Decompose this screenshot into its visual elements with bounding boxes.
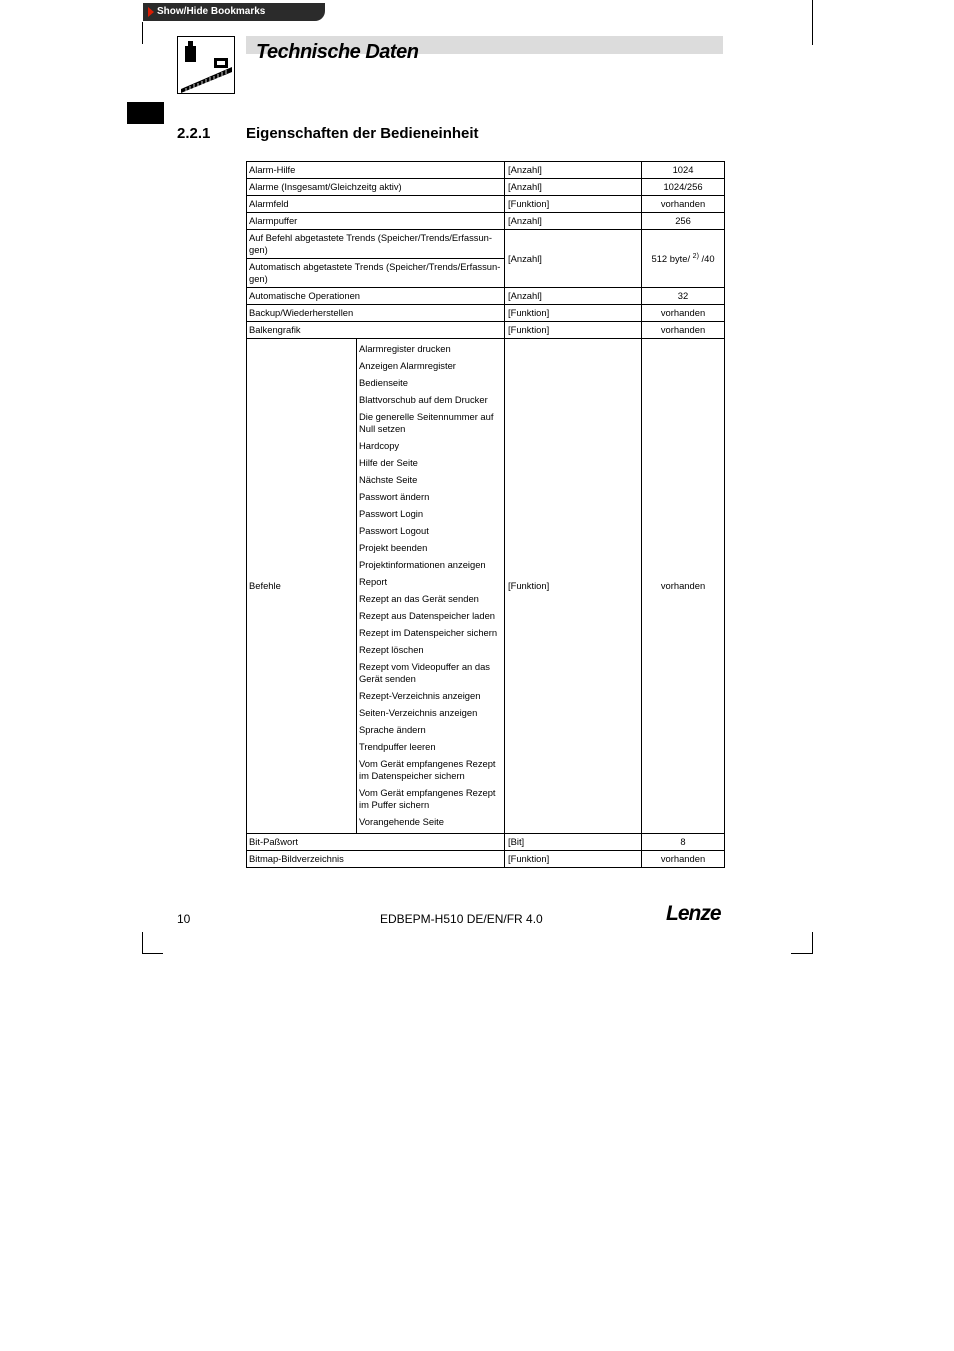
document-id: EDBEPM-H510 DE/EN/FR 4.0	[380, 912, 543, 926]
section-title: Eigenschaften der Bedieneinheit	[246, 125, 479, 142]
command-item: Hilfe der Seite	[359, 457, 418, 468]
command-item: Vom Gerät empfangenes Rezept im Datenspeicher sichern	[359, 758, 496, 781]
language-tab-marker	[127, 102, 164, 124]
row-unit: [Anzahl]	[505, 213, 642, 230]
table-row	[247, 162, 725, 179]
command-list	[357, 339, 505, 834]
row-name: Balkengrafik	[247, 322, 505, 339]
crop-mark-bottom-right-h	[791, 953, 813, 954]
command-item: Rezept-Verzeichnis anzeigen	[359, 690, 481, 701]
command-item: Rezept an das Gerät senden	[359, 593, 479, 604]
row-name: Auf Befehl abgetastete Trends (Speicher/Trends/Erfassun- gen)	[247, 230, 505, 259]
command-item: Nächste Seite	[359, 474, 418, 485]
row-value: 1024	[642, 162, 725, 179]
footnote-ref: 2)	[692, 253, 699, 261]
command-item: Alarmregister drucken	[359, 343, 451, 354]
row-value	[642, 230, 725, 288]
row-unit: [Funktion]	[505, 305, 642, 322]
row-name: Automatisch abgetastete Trends (Speicher/Trends/Erfassun- gen)	[247, 259, 505, 288]
command-item: Sprache ändern	[359, 724, 426, 735]
table-row	[247, 213, 725, 230]
table-row	[247, 851, 725, 868]
command-item: Rezept aus Datenspeicher laden	[359, 610, 496, 621]
command-item: Die generelle Seitennummer auf Null setzen	[359, 411, 494, 434]
row-name: Alarme (Insgesamt/Gleichzeitg aktiv)	[247, 179, 505, 196]
row-value: vorhanden	[642, 322, 725, 339]
command-item: Passwort ändern	[359, 491, 430, 502]
row-unit: [Anzahl]	[505, 230, 642, 288]
table-row	[247, 196, 725, 213]
row-value: vorhanden	[642, 305, 725, 322]
trend-value-post: /40	[698, 253, 715, 265]
chapter-logo-icon	[177, 36, 235, 94]
command-item: Vom Gerät empfangenes Rezept im Puffer sichern	[359, 787, 496, 810]
row-unit: [Bit]	[505, 834, 642, 851]
command-item: Seiten-Verzeichnis anzeigen	[359, 707, 478, 718]
row-value: 32	[642, 288, 725, 305]
row-name: Automatische Operationen	[247, 288, 505, 305]
show-hide-bookmarks-button[interactable]	[143, 3, 325, 21]
row-unit: [Funktion]	[505, 339, 642, 834]
row-value: vorhanden	[642, 196, 725, 213]
command-item: Bedienseite	[359, 377, 408, 388]
row-unit: [Anzahl]	[505, 288, 642, 305]
command-item: Blattvorschub auf dem Drucker	[359, 394, 488, 405]
command-item: Rezept vom Videopuffer an das Gerät senden	[359, 661, 490, 684]
row-value: vorhanden	[642, 851, 725, 868]
row-value: vorhanden	[642, 339, 725, 834]
table-row	[247, 305, 725, 322]
command-item: Report	[359, 576, 388, 587]
crop-mark-bottom-left-v	[142, 932, 143, 954]
table-row	[247, 230, 725, 259]
row-name: Alarmfeld	[247, 196, 505, 213]
row-name: Alarmpuffer	[247, 213, 505, 230]
row-unit: [Funktion]	[505, 851, 642, 868]
crop-mark-bottom-right-v	[812, 932, 813, 954]
command-item: Hardcopy	[359, 440, 400, 451]
command-item: Projekt beenden	[359, 542, 428, 553]
command-item: Rezept löschen	[359, 644, 424, 655]
row-name: Befehle	[247, 339, 357, 834]
command-item: Anzeigen Alarmregister	[359, 360, 456, 371]
row-name: Alarm-Hilfe	[247, 162, 505, 179]
bookmark-arrow-icon	[148, 7, 154, 17]
spec-table	[246, 161, 725, 868]
table-row	[247, 288, 725, 305]
row-unit: [Anzahl]	[505, 179, 642, 196]
crop-mark-top-right	[812, 0, 813, 45]
command-item: Projektinformationen anzeigen	[359, 559, 486, 570]
page-number: 10	[177, 912, 191, 926]
row-unit: [Anzahl]	[505, 162, 642, 179]
lenze-logo: Lenze	[666, 902, 721, 925]
crop-mark-bottom-left-h	[142, 953, 163, 954]
row-value: 8	[642, 834, 725, 851]
command-item: Vorangehende Seite	[359, 816, 444, 827]
table-row-befehle	[247, 339, 725, 834]
table-row	[247, 179, 725, 196]
command-item: Passwort Login	[359, 508, 424, 519]
bookmark-label: Show/Hide Bookmarks	[157, 6, 266, 17]
row-unit: [Funktion]	[505, 196, 642, 213]
page-title: Technische Daten	[256, 41, 419, 63]
row-name: Backup/Wiederherstellen	[247, 305, 505, 322]
crop-mark-top-left	[142, 22, 143, 44]
command-item: Passwort Logout	[359, 525, 429, 536]
table-row	[247, 322, 725, 339]
row-unit: [Funktion]	[505, 322, 642, 339]
row-name: Bitmap-Bildverzeichnis	[247, 851, 505, 868]
row-value: 256	[642, 213, 725, 230]
section-number: 2.2.1	[177, 125, 211, 142]
table-row	[247, 834, 725, 851]
trend-value-pre: 512 byte/	[651, 253, 693, 265]
command-item: Trendpuffer leeren	[359, 741, 436, 752]
command-item: Rezept im Datenspeicher sichern	[359, 627, 498, 638]
row-value: 1024/256	[642, 179, 725, 196]
row-name: Bit-Paßwort	[247, 834, 505, 851]
